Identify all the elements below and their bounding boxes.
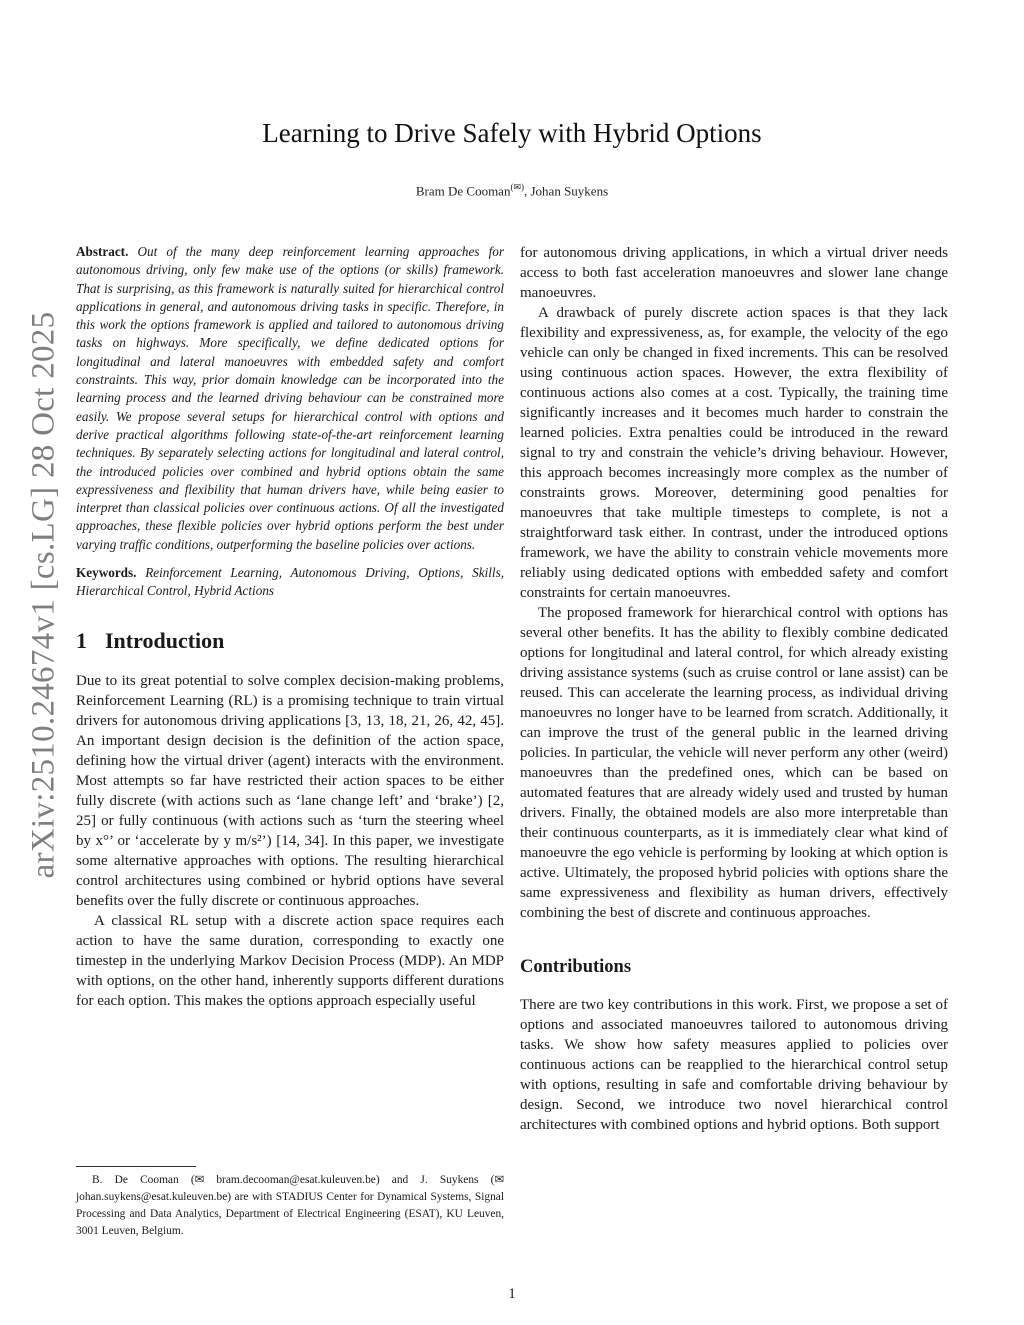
section-number: 1 bbox=[76, 627, 87, 653]
keywords-label: Keywords. bbox=[76, 565, 137, 581]
abstract bbox=[76, 243, 504, 554]
right-column bbox=[520, 243, 948, 1135]
intro-paragraph-2: A classical RL setup with a discrete action space requires each action to have the same duration, corresponding to exactly one timestep in the underlying Markov Decision Process (MDP). An MDP with options, on the other hand, inherently supports different durations for each option. This makes the options approach especially useful bbox=[76, 912, 504, 1009]
paper-title: Learning to Drive Safely with Hybrid Options bbox=[262, 118, 762, 148]
keywords-text: Reinforcement Learning, Autonomous Driving, Options, Skills, Hierarchical Control, Hybrid Actions bbox=[76, 565, 505, 599]
section-heading-introduction bbox=[76, 627, 504, 653]
arxiv-stamp: arXiv:2510.24674v1 [cs.LG] 28 Oct 2025 bbox=[25, 311, 62, 879]
page-number: 1 bbox=[508, 1286, 516, 1302]
footnote: B. De Cooman (✉ bram.decooman@esat.kuleuven.be) and J. Suykens (✉ johan.suykens@esat.kuleuven.be) are with STADIUS Center for Dynamical Systems, Signal Processing and Data Analytics, Department of Electrical Engineering (ESAT), KU Leuven, 3001 Leuven, Belgium. bbox=[76, 1174, 504, 1237]
intro-paragraph-4: The proposed framework for hierarchical control with options has several other benefits. It has the ability to flexibly combine dedicated options for longitudinal and lateral control, for which already existing driving assistance systems (such as cruise control or lane assist) can be reused. This can accelerate the learning process, as individual driving manoeuvres no longer have to be learned from scratch. Additionally, it can improve the trust of the general public in the learned driving policies. In particular, the vehicle will never perform any other (weird) manoeuvres than the predefined ones, which can be based on automated features that are already widely used and trusted by human drivers. Finally, the obtained models are also more interpretable than their continuous counterparts, as it is immediately clear what kind of manoeuvre the ego vehicle is performing by looking at which option is active. Ultimately, the proposed hybrid policies with options share the same expressiveness and flexibility as human drivers, effectively combining the best of discrete and continuous approaches. bbox=[520, 605, 948, 921]
intro-paragraph-2-continued: for autonomous driving applications, in which a virtual driver needs access to both fast acceleration manoeuvres and slower lane change manoeuvres. bbox=[520, 245, 948, 301]
author-line bbox=[0, 182, 1024, 199]
subsection-heading-contributions: Contributions bbox=[520, 957, 632, 977]
contributions-paragraph: There are two key contributions in this work. First, we propose a set of options and associated manoeuvres tailored to autonomous driving tasks. We show how safety measures applied to policies over continuous actions can be reapplied to the hierarchical control setup with options, resulting in safe and comfortable driving behaviour by design. Second, we introduce two novel hierarchical control architectures with combined options and hybrid options. Both support bbox=[520, 997, 948, 1133]
intro-paragraph-3: A drawback of purely discrete action spaces is that they lack flexibility and expressiveness, as, for example, the velocity of the ego vehicle can only be changed in fixed increments. This can be resolved using continuous action spaces. However, the extra flexibility of continuous actions also comes at a cost. Typically, the training time significantly increases and it becomes much harder to constrain the learned policies. Extra penalties could be introduced in the reward signal to try and constrain the vehicle’s driving behaviour. However, this approach becomes increasingly more complex as the number of constraints grows. Moreover, determining good penalties for manoeuvres that take multiple timesteps to complete, is not a straightforward task either. In contrast, under the introduced options framework, we have the ability to constrain vehicle movements more reliably using dedicated options with embedded safety and comfort constraints for certain manoeuvres. bbox=[520, 305, 948, 601]
abstract-label: Abstract. bbox=[76, 244, 129, 259]
abstract-text: Out of the many deep reinforcement learning approaches for autonomous driving, only few make use of the options (or skills) framework. That is surprising, as this framework is naturally suited for hierarchical control applications in general, and autonomous driving tasks in specific. Therefore, in this work the options framework is applied and tailored to autonomous driving tasks on highways. More specifically, we define dedicated options for longitudinal and lateral manoeuvres with embedded safety and comfort constraints. This way, prior domain knowledge can be incorporated into the learning process and the learned driving behaviour can be constrained more easily. We propose several setups for hierarchical control with options and derive practical algorithms following state-of-the-art reinforcement learning techniques. By separately selecting actions for longitudinal and lateral control, the introduced policies over combined and hybrid options obtain the same expressiveness and flexibility that human drivers have, while being easier to interpret than classical policies over continuous actions. Of all the investigated approaches, these flexible policies over hybrid options perform the best under varying traffic conditions, outperforming the baseline policies over actions. bbox=[76, 244, 504, 552]
keywords bbox=[76, 564, 504, 601]
intro-paragraph-1: Due to its great potential to solve complex decision-making problems, Reinforcement Learning (RL) is a promising technique to train virtual drivers for autonomous driving applications [3, 13, 18, 21, 26, 42, 45]. An important design decision is the definition of the action space, defining how the virtual driver (agent) interacts with the environment. Most attempts so far have restricted their action spaces to be either fully discrete (with actions such as ‘lane change left’ and ‘brake’) [2, 25] or fully continuous (with actions such as ‘turn the steering wheel by x°’ or ‘accelerate by y m/s²’) [14, 34]. In this paper, we investigate some alternative approaches with options. The resulting hierarchical control architectures using combined or hybrid options have several benefits over the fully discrete or continuous approaches. bbox=[76, 672, 504, 909]
envelope-icon: (✉) bbox=[510, 182, 524, 192]
author-first: Bram De Cooman bbox=[415, 183, 511, 199]
footnote-rule bbox=[76, 1166, 196, 1167]
left-column bbox=[76, 243, 504, 1011]
author-rest: , Johan Suykens bbox=[524, 183, 609, 199]
section-title: Introduction bbox=[105, 627, 225, 653]
